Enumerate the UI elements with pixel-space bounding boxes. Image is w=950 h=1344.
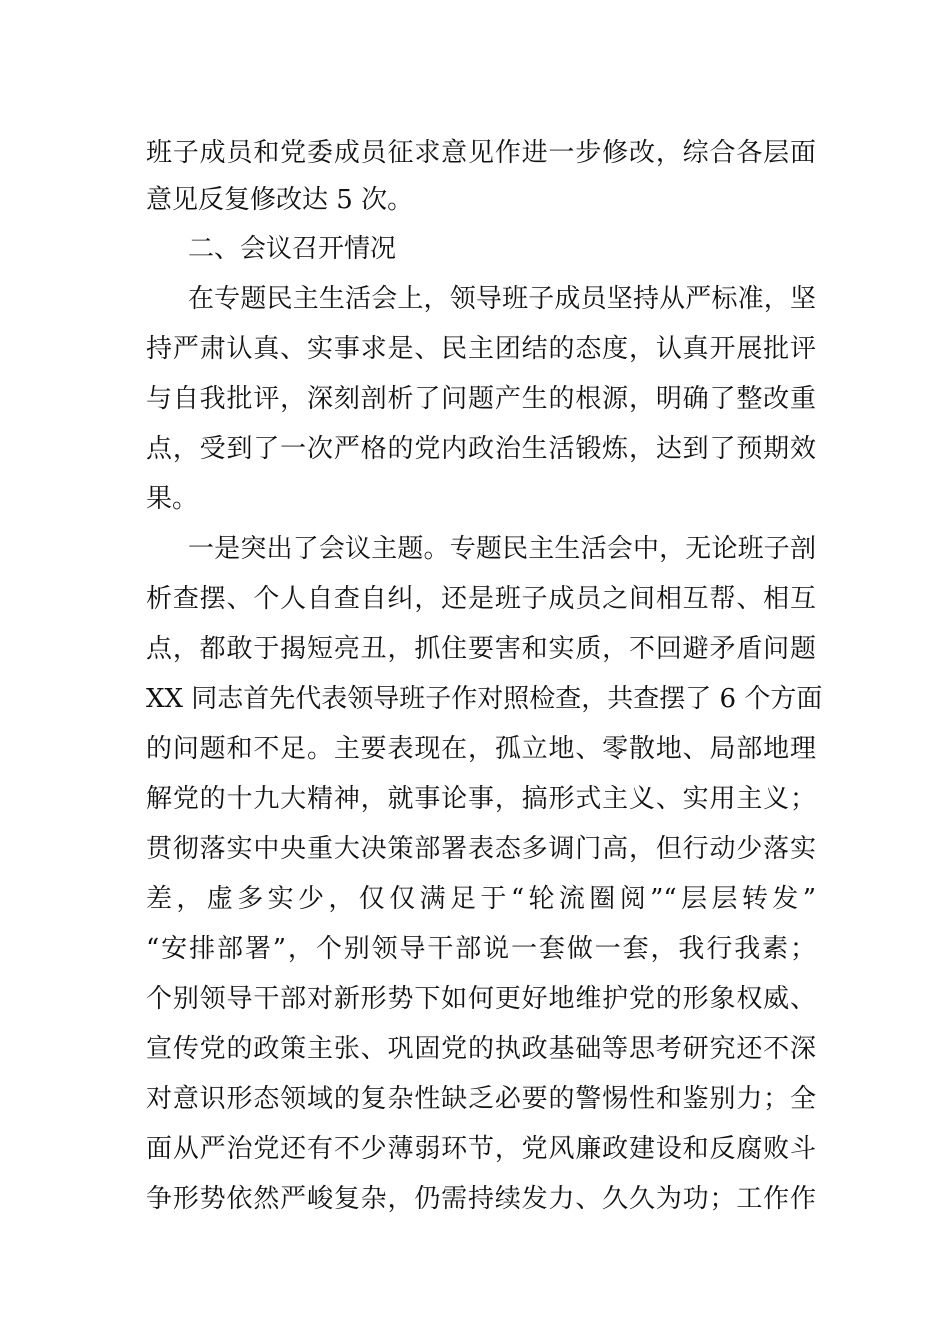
text-line-15: 贯彻落实中央重大决策部署表态多调门高，但行动少落实 bbox=[146, 834, 816, 864]
text-line-4: 在专题民主生活会上，领导班子成员坚持从严标准，坚 bbox=[188, 284, 816, 314]
text-line-2: 意见反复修改达 5 次。 bbox=[146, 185, 414, 215]
text-line-8: 果。 bbox=[146, 484, 199, 514]
text-line-12: XX 同志首先代表领导班子作对照检查，共查摆了 6 个方面 bbox=[146, 684, 823, 714]
text-line-19: 宣传党的政策主张、巩固党的执政基础等思考研究还不深 bbox=[146, 1034, 816, 1064]
text-line-10: 析查摆、个人自查自纠，还是班子成员之间相互帮、相互 bbox=[146, 584, 816, 614]
text-line-11: 点，都敢于揭短亮丑，抓住要害和实质，不回避矛盾问题 bbox=[146, 634, 816, 664]
text-line-21: 面从严治党还有不少薄弱环节，党风廉政建设和反腐败斗 bbox=[146, 1134, 816, 1164]
text-line-22: 争形势依然严峻复杂，仍需持续发力、久久为功；工作作 bbox=[146, 1184, 816, 1214]
text-line-9: 一是突出了会议主题。专题民主生活会中，无论班子剖 bbox=[188, 534, 816, 564]
text-line-18: 个别领导干部对新形势下如何更好地维护党的形象权威、 bbox=[146, 984, 816, 1014]
text-line-6: 与自我批评，深刻剖析了问题产生的根源，明确了整改重 bbox=[146, 384, 816, 414]
text-line-20: 对意识形态领域的复杂性缺乏必要的警惕性和鉴别力；全 bbox=[146, 1084, 816, 1114]
text-line-7: 点，受到了一次严格的党内政治生活锻炼，达到了预期效 bbox=[146, 434, 816, 464]
text-line-16: 差，虚多实少，仅仅满足于“轮流圈阅”“层层转发” bbox=[146, 884, 816, 914]
section-heading: 二、会议召开情况 bbox=[188, 234, 397, 264]
text-line-1: 班子成员和党委成员征求意见作进一步修改，综合各层面 bbox=[146, 138, 816, 168]
text-line-13: 的问题和不足。主要表现在，孤立地、零散地、局部地理 bbox=[146, 734, 816, 764]
text-line-17: “安排部署”，个别领导干部说一套做一套，我行我素； bbox=[146, 934, 816, 964]
text-line-5: 持严肃认真、实事求是、民主团结的态度，认真开展批评 bbox=[146, 334, 816, 364]
text-line-14: 解党的十九大精神，就事论事，搞形式主义、实用主义； bbox=[146, 784, 816, 814]
